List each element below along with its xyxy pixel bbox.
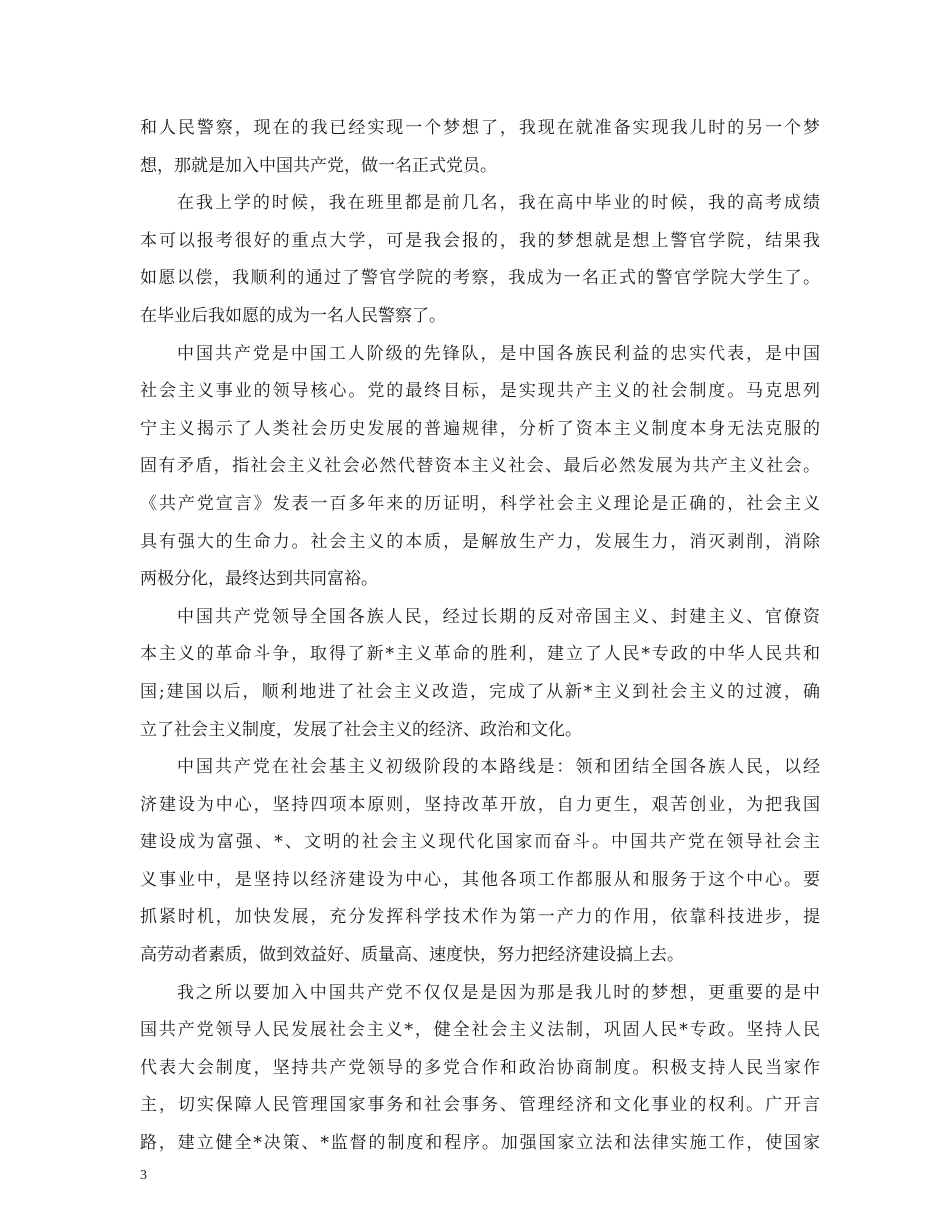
text-line: 社会主义事业的领导核心。党的最终目标，是实现共产主义的社会制度。马克思列 [140, 381, 820, 402]
text-line: 和人民警察，现在的我已经实现一个梦想了，我现在就准备实现我儿时的另一个梦 [140, 118, 820, 138]
paragraph-5 [140, 749, 820, 975]
text-line: 中国共产党领导全国各族人民，经过长期的反对帝国主义、封建主义、官僚资 [177, 606, 820, 627]
text-line: 代表大会制度，坚持共产党领导的多党合作和政治协商制度。积极支持人民当家作 [140, 1057, 820, 1078]
text-line: 在我上学的时候，我在班里都是前几名，我在高中毕业的时候，我的高考成绩 [177, 193, 820, 214]
text-line: 我之所以要加入中国共产党不仅仅是是因为那是我儿时的梦想，更重要的是中 [177, 982, 820, 1003]
text-line: 建设成为富强、*、文明的社会主义现代化国家而奋斗。中国共产党在领导社会主 [140, 832, 820, 853]
text-line: 中国共产党在社会基主义初级阶段的本路线是：领和团结全国各族人民，以经 [177, 757, 820, 778]
text-line: 本主义的革命斗争，取得了新*主义革命的胜利，建立了人民*专政的中华人民共和 [140, 644, 820, 665]
text-line: 抓紧时机，加快发展，充分发挥科学技术作为第一产力的作用，依靠科技进步，提 [140, 907, 820, 928]
text-line: 《共产党宣言》发表一百多年来的历证明，科学社会主义理论是正确的，社会主义 [140, 493, 820, 514]
text-line: 本可以报考很好的重点大学，可是我会报的，我的梦想就是想上警官学院，结果我 [140, 230, 820, 251]
text-line: 具有强大的生命力。社会主义的本质，是解放生产力，发展生力，消灭剥削，消除 [140, 531, 820, 552]
paragraph-4 [140, 599, 820, 749]
paragraph-1 [140, 110, 820, 185]
text-line: 济建设为中心，坚持四项本原则，坚持改革开放，自力更生，艰苦创业，为把我国 [140, 794, 820, 815]
text-line: 路，建立健全*决策、*监督的制度和程序。加强国家立法和法律实施工作，使国家 [140, 1133, 820, 1154]
text-line: 固有矛盾，指社会主义社会必然代替资本主义社会、最后必然发展为共产主义社会。 [140, 456, 820, 477]
text-line: 如愿以偿，我顺利的通过了警官学院的考察，我成为一名正式的警官学院大学生了。 [140, 268, 820, 289]
page-number: 3 [140, 1168, 147, 1183]
text-line: 想，那就是加入中国共产党，做一名正式党员。 [140, 155, 497, 176]
document-body [140, 110, 820, 1163]
text-line: 国;建国以后，顺利地进了社会主义改造，完成了从新*主义到社会主义的过渡，确 [140, 681, 820, 702]
text-line: 宁主义揭示了人类社会历史发展的普遍规律，分析了资本主义制度本身无法克服的 [140, 418, 820, 439]
text-line: 主，切实保障人民管理国家事务和社会事务、管理经济和文化事业的权利。广开言 [140, 1095, 820, 1116]
text-line: 国共产党领导人民发展社会主义*，健全社会主义法制，巩固人民*专政。坚持人民 [140, 1020, 820, 1041]
paragraph-3 [140, 336, 820, 599]
text-line: 立了社会主义制度，发展了社会主义的经济、政治和文化。 [140, 719, 582, 740]
text-line: 义事业中，是坚持以经济建设为中心，其他各项工作都服从和服务于这个中心。要 [140, 869, 820, 890]
text-line: 高劳动者素质，做到效益好、质量高、速度快，努力把经济建设搞上去。 [140, 945, 684, 966]
paragraph-6 [140, 975, 820, 1163]
text-line: 两极分化，最终达到共同富裕。 [140, 569, 378, 590]
text-line: 在毕业后我如愿的成为一名人民警察了。 [140, 305, 446, 326]
text-line: 中国共产党是中国工人阶级的先锋队，是中国各族民利益的忠实代表，是中国 [177, 343, 820, 364]
paragraph-2 [140, 185, 820, 335]
